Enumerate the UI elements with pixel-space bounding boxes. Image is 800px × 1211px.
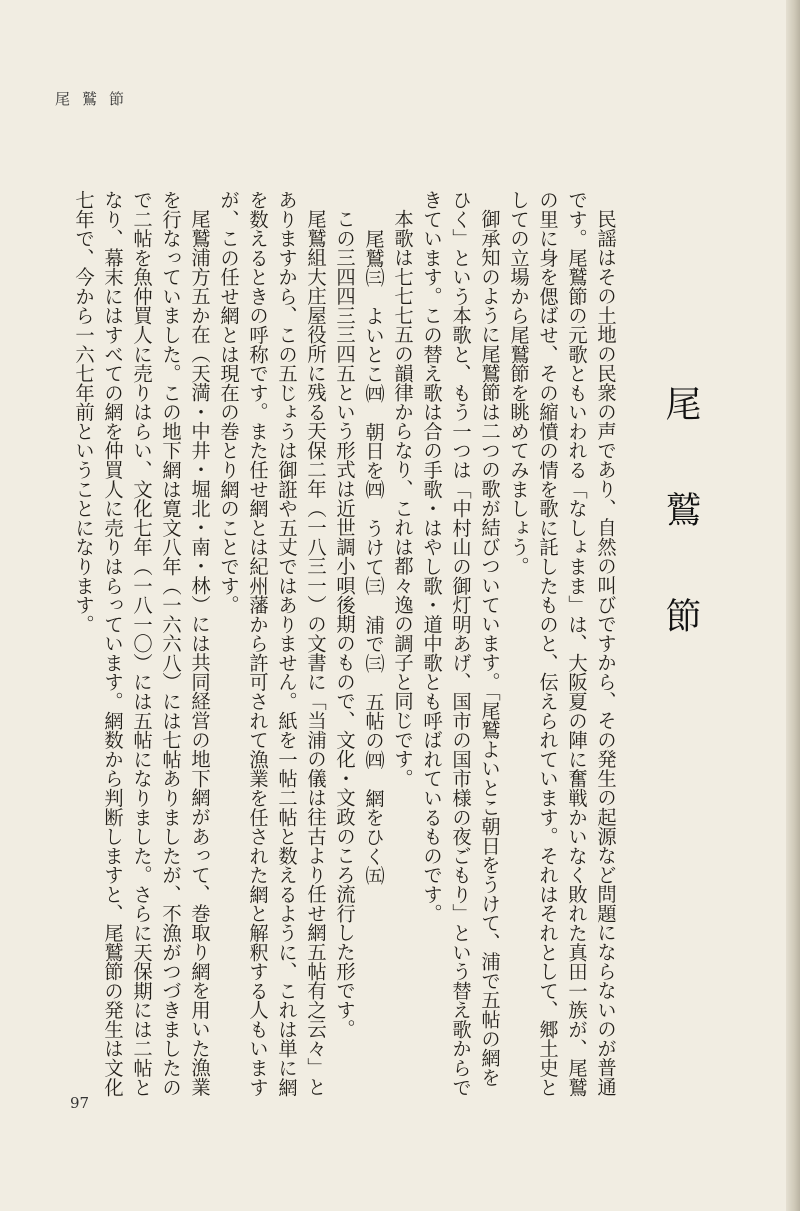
paragraph-document: 尾鷲組大庄屋役所に残る天保二年（一八三一）の文書に「当浦の儀は往古より任せ網五帖有之云々」とありますから、この五じょうは御誑や五丈ではありません。紙を一帖二帖と数えるように、これは単に網を数えるときの呼称です。また任せ網とは紀州藩から許可されて漁業を任された網と解釈する人もいますが、この任せ網とは現在の巻とり網のことです。 (217, 190, 327, 1097)
body-text (60, 190, 620, 1100)
running-head: 尾鷲節 (55, 90, 137, 108)
paragraph-two-songs: 御承知のように尾鷲節は二つの歌が結びついています。「尾鷲よいとこ朝日をうけて、浦で五帖の網をひく」という本歌と、もう一つは「中村山の御灯明あげ、国市の国市様の夜ごもり」という替え歌からできています。この替え歌は合の手歌・はやし歌・道中歌とも呼ばれているものです。 (420, 190, 501, 1097)
verse-syllable-count: 尾鷲㈢ よいとこ㈣ 朝日を㈣ うけて㈢ 浦で㈢ 五帖の㈣ 網をひく㈤ (362, 228, 385, 885)
page-edge-shadow (786, 0, 800, 1211)
chapter-title: 尾鷲節 (660, 385, 701, 703)
paragraph-meter: 本歌は七七七五の韻律からなり、これは都々逸の調子と同じです。 (391, 209, 414, 788)
paragraph-form: この三四四三三四五という形式は近世調小唄後期のもので、文化・文政のころ流行した形です。 (333, 209, 356, 1039)
paragraph-intro: 民謡はその土地の民衆の声であり、自然の叫びですから、その発生の起源など問題にならないのが普通です。尾鷲節の元歌ともいわれる「なしょまま」は、大阪夏の陣に奮戦かいなく敗れた真田一族が、尾鷲の里に身を偲ばせ、その縮憤の情を歌に託したものと、伝えられています。それはそれとして、郷土史としての立場から尾鷲節を眺めてみましょう。 (507, 190, 617, 1097)
paragraph-fishing-nets: 尾鷲浦方五か在（天満・中井・堀北・南・林）には共同経営の地下網があって、巻取り網を用いた漁業を行なっていました。この地下網は寛文八年（一六六八）には七帖ありましたが、不漁がつづきましたので二帖を魚仲買人に売りはらい、文化七年（一八一〇）には五帖になりました。さらに天保期には二帖となり、幕末にはすべての網を仲買人に売りはらっています。網数から判断しますと、尾鷲節の発生は文化七年で、今から一六七年前ということになります。 (72, 190, 211, 1097)
page-number: 97 (70, 1094, 90, 1112)
